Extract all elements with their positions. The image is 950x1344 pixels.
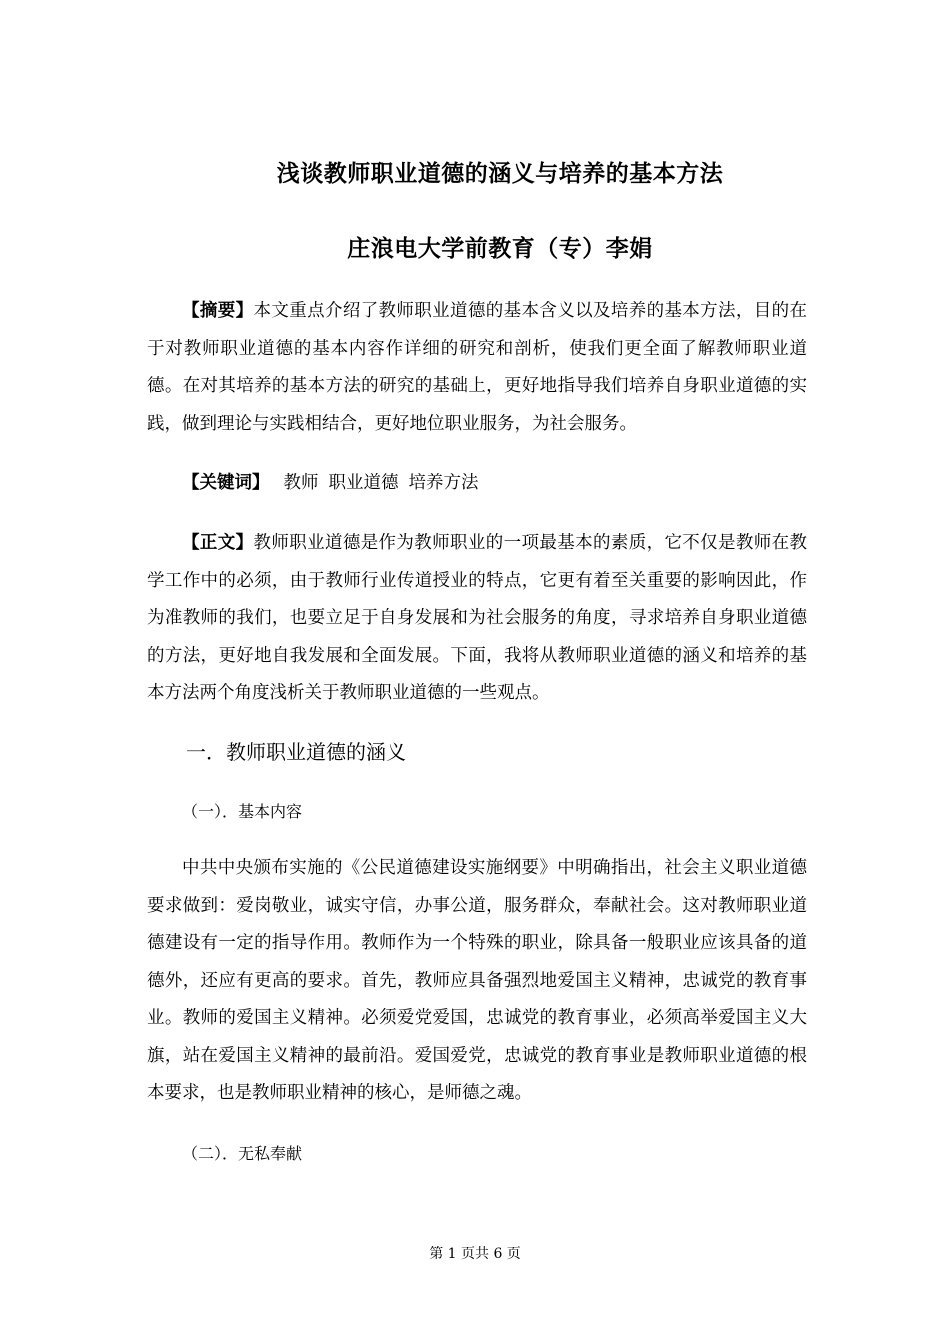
author-line: 庄浪电大学前教育（专）李娟	[347, 236, 653, 262]
page-footer: 第 1 页共 6 页	[429, 1246, 521, 1262]
keywords-paragraph	[147, 465, 807, 503]
keyword-item: 职业道德	[328, 473, 399, 493]
body-label: 【正文】	[182, 533, 254, 553]
subsection-paragraph: 中共中央颁布实施的《公民道德建设实施纲要》中明确指出，社会主义职业道德要求做到：爱岗敬业，诚实守信，办事公道，服务群众，奉献社会。这对教师职业道德建设有一定的指导作用。教师作为一个特殊的职业，除具备一般职业应该具备的道德外，还应有更高的要求。首先，教师应具备强烈地爱国主义精神，忠诚党的教育事业。教师的爱国主义精神。必须爱党爱国，忠诚党的教育事业，必须高举爱国主义大旗，站在爱国主义精神的最前沿。爱国爱党，忠诚党的教育事业是教师职业道德的根本要求，也是教师职业精神的核心，是师德之魂。	[147, 858, 807, 1103]
abstract-paragraph	[147, 293, 807, 443]
keywords-label: 【关键词】	[182, 473, 270, 493]
section-heading: 一．教师职业道德的涵义	[186, 740, 406, 764]
abstract-label: 【摘要】	[182, 301, 254, 321]
body-paragraph	[147, 525, 807, 713]
abstract-text: 本文重点介绍了教师职业道德的基本含义以及培养的基本方法，目的在于对教师职业道德的基本内容作详细的研究和剖析，使我们更全面了解教师职业道德。在对其培养的基本方法的研究的基础上，更好地指导我们培养自身职业道德的实践，做到理论与实践相结合，更好地位职业服务，为社会服务。	[147, 301, 808, 434]
keyword-item: 培养方法	[408, 473, 479, 493]
subsection-heading: （二）．无私奉献	[182, 1144, 303, 1163]
body-text: 教师职业道德是作为教师职业的一项最基本的素质，它不仅是教师在教学工作中的必须，由于教师行业传道授业的特点，它更有着至关重要的影响因此，作为准教师的我们，也要立足于自身发展和为社会服务的角度，寻求培养自身职业道德的方法，更好地自我发展和全面发展。下面，我将从教师职业道德的涵义和培养的基本方法两个角度浅析关于教师职业道德的一些观点。	[147, 533, 808, 703]
page-title: 浅谈教师职业道德的涵义与培养的基本方法	[276, 161, 724, 187]
subsection-heading: （一）．基本内容	[182, 802, 303, 821]
keyword-item: 教师	[283, 473, 319, 493]
